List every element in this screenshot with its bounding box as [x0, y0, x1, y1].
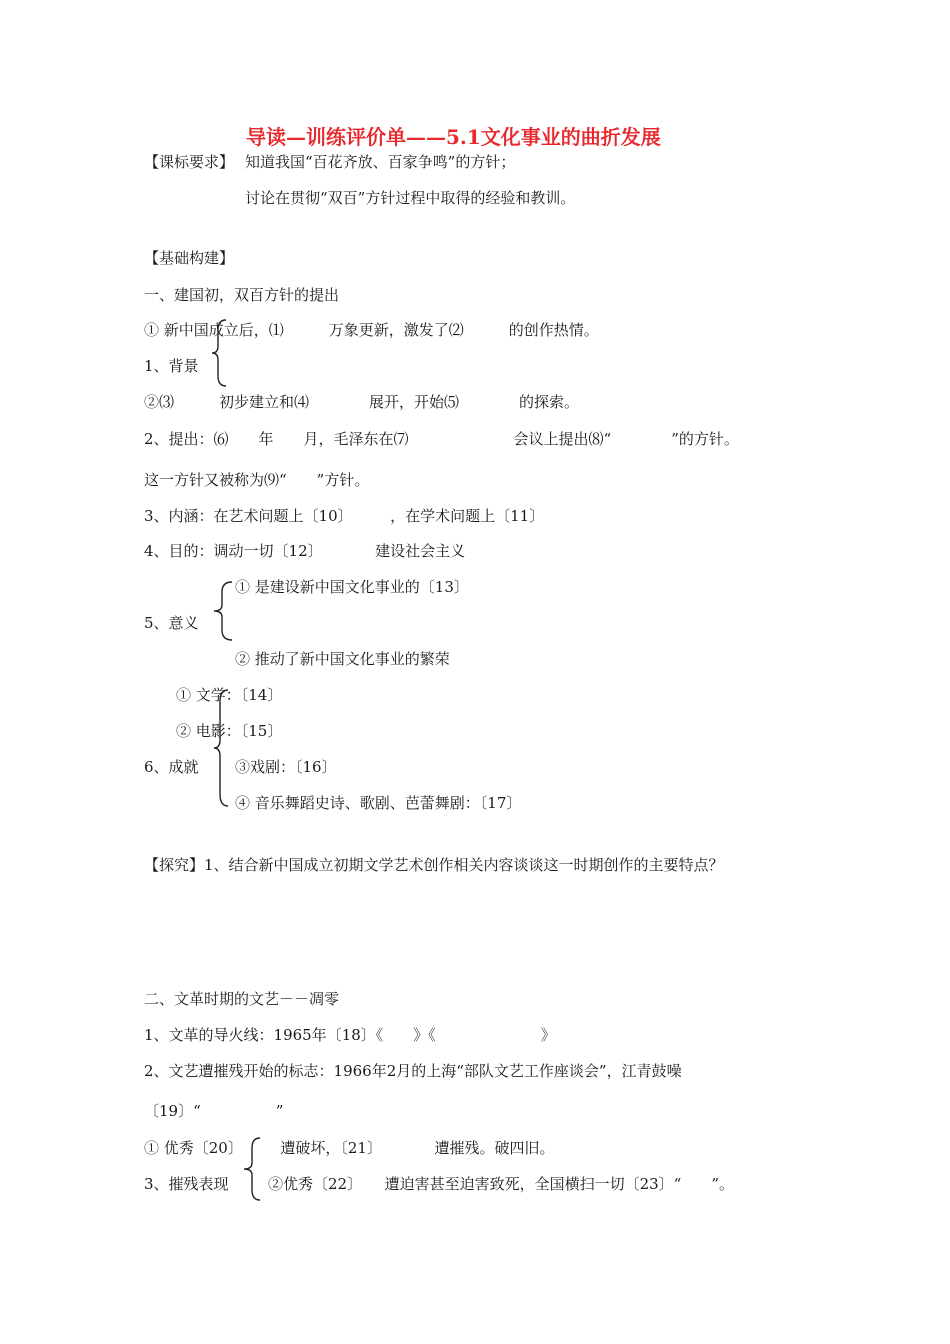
background-brace — [210, 318, 230, 388]
section-1-heading: 一、建国初，双百方针的提出 — [144, 286, 340, 304]
yiyi-brace — [212, 580, 236, 642]
background-item-2: ②⑶ 初步建立和⑷ 展开，开始⑸ 的探索。 — [144, 393, 580, 411]
cuican-label: 3、摧残表现 — [144, 1175, 229, 1193]
neihan-line: 3、内涵：在艺术问题上〔10〕 ，在学术问题上〔11〕 — [144, 507, 545, 525]
section-2-item-2b: 〔19〕“ ” — [144, 1102, 284, 1120]
kebiao-line-1: 知道我国“百花齐放、百家争鸣”的方针； — [245, 153, 516, 171]
chengjiu-item-2: ② 电影：〔15〕 — [176, 722, 283, 740]
yiyi-item-1: ① 是建设新中国文化事业的〔13〕 — [235, 578, 469, 596]
cuican-item-2: ②优秀〔22〕 遭迫害甚至迫害致死，全国横扫一切〔23〕“ ”。 — [268, 1175, 735, 1193]
tanjiu-question: 【探究】1、结合新中国成立初期文学艺术创作相关内容谈谈这一时期创作的主要特点？ — [144, 856, 724, 874]
yiyi-label: 5、意义 — [144, 614, 199, 632]
cuican-item-1: ① 优秀〔20〕 遭破坏，〔21〕 遭摧残。破四旧。 — [144, 1139, 555, 1157]
section-2-heading: 二、文革时期的文艺－－凋零 — [144, 990, 340, 1008]
chengjiu-item-3: ③戏剧：〔16〕 — [235, 758, 337, 776]
section-2-item-1: 1、文革的导火线：1965年〔18〕《 》《 》 — [144, 1026, 556, 1044]
mudi-line: 4、目的：调动一切〔12〕 建设社会主义 — [144, 542, 466, 560]
chengjiu-label: 6、成就 — [144, 758, 199, 776]
chengjiu-item-1: ① 文学：〔14〕 — [176, 686, 283, 704]
yiyi-item-2: ② 推动了新中国文化事业的繁荣 — [235, 650, 450, 668]
background-item-1: ① 新中国成立后，⑴ 万象更新，激发了⑵ 的创作热情。 — [144, 321, 599, 339]
chengjiu-brace — [212, 688, 232, 808]
kebiao-line-2: 讨论在贯彻“双百”方针过程中取得的经验和教训。 — [245, 189, 576, 207]
chengjiu-item-4: ④ 音乐舞蹈史诗、歌剧、芭蕾舞剧：〔17〕 — [235, 794, 522, 812]
page-title: 导读—训练评价单——5.1文化事业的曲折发展 — [246, 125, 661, 149]
tichu-line: 2、提出：⑹ 年 月，毛泽东在⑺ 会议上提出⑻“ ”的方针。 — [144, 430, 739, 448]
tichu-line-2: 这一方针又被称为⑼“ ”方针。 — [144, 471, 370, 489]
section-2-item-2: 2、文艺遭摧残开始的标志：1966年2月的上海“部队文艺工作座谈会”，江青鼓噪 — [144, 1062, 682, 1080]
cuican-brace — [242, 1136, 264, 1202]
background-label: 1、背景 — [144, 357, 199, 375]
kebiao-label: 【课标要求】 — [144, 153, 235, 171]
jichu-label: 【基础构建】 — [144, 249, 235, 267]
